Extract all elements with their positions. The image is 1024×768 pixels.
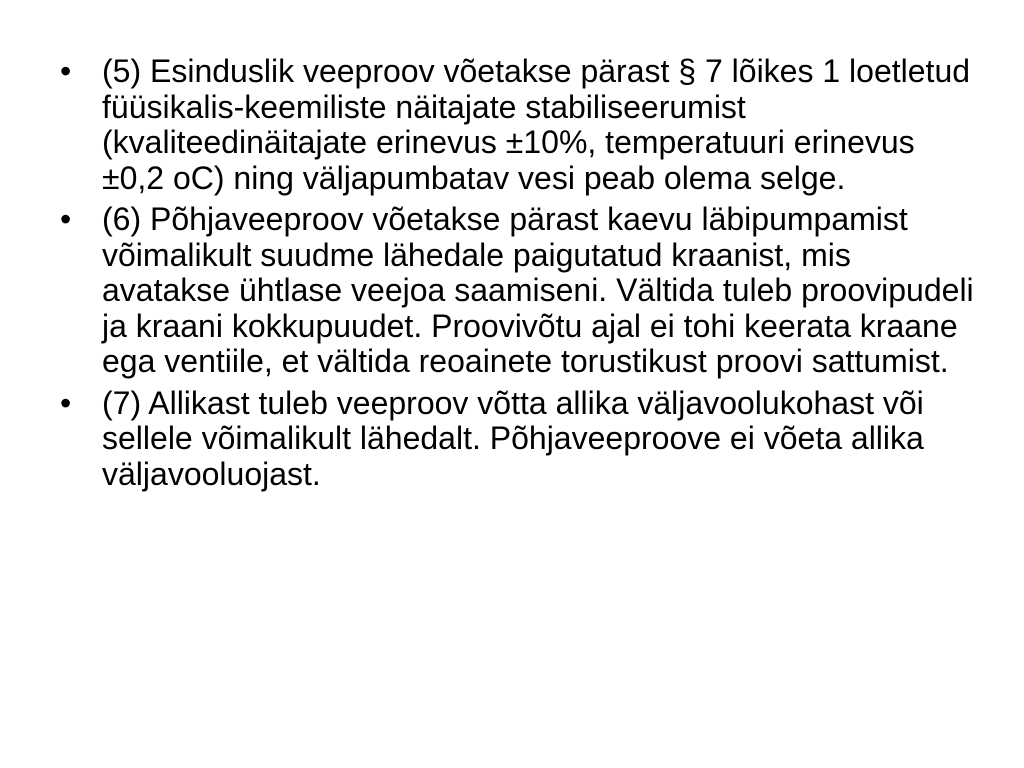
bullet-text: (6) Põhjaveeproov võetakse pärast kaevu läbipumpamist võimalikult suudme lähedale paigutatud kraanist, mis avatakse ühtlase veejoa saamiseni. Vältida tuleb proovipudeli ja kraani kokkupuudet. Proovivõtu ajal ei tohi keerata kraane ega ventiile, et vältida reoainete torustikust proovi sattumist. [102, 201, 974, 379]
bullet-item [58, 386, 978, 493]
bullet-icon: • [60, 201, 72, 237]
bullet-text: (7) Allikast tuleb veeproov võtta allika väljavoolukohast või sellele võimalikult lähedalt. Põhjaveeproove ei võeta allika väljavooluojast. [102, 384, 924, 492]
bullet-list [58, 54, 978, 498]
bullet-icon: • [60, 384, 72, 421]
bullet-item [58, 202, 978, 380]
bullet-item [58, 54, 978, 196]
bullet-text: (5) Esinduslik veeproov võetakse pärast § 7 lõikes 1 loetletud füüsikalis-keemiliste näitajate stabiliseerumist (kvaliteedinäitajate erinevus ±10%, temperatuuri erinevus ±0,2 oC) ning väljapumbatav vesi peab olema selge. [102, 53, 971, 196]
bullet-icon: • [60, 53, 72, 89]
